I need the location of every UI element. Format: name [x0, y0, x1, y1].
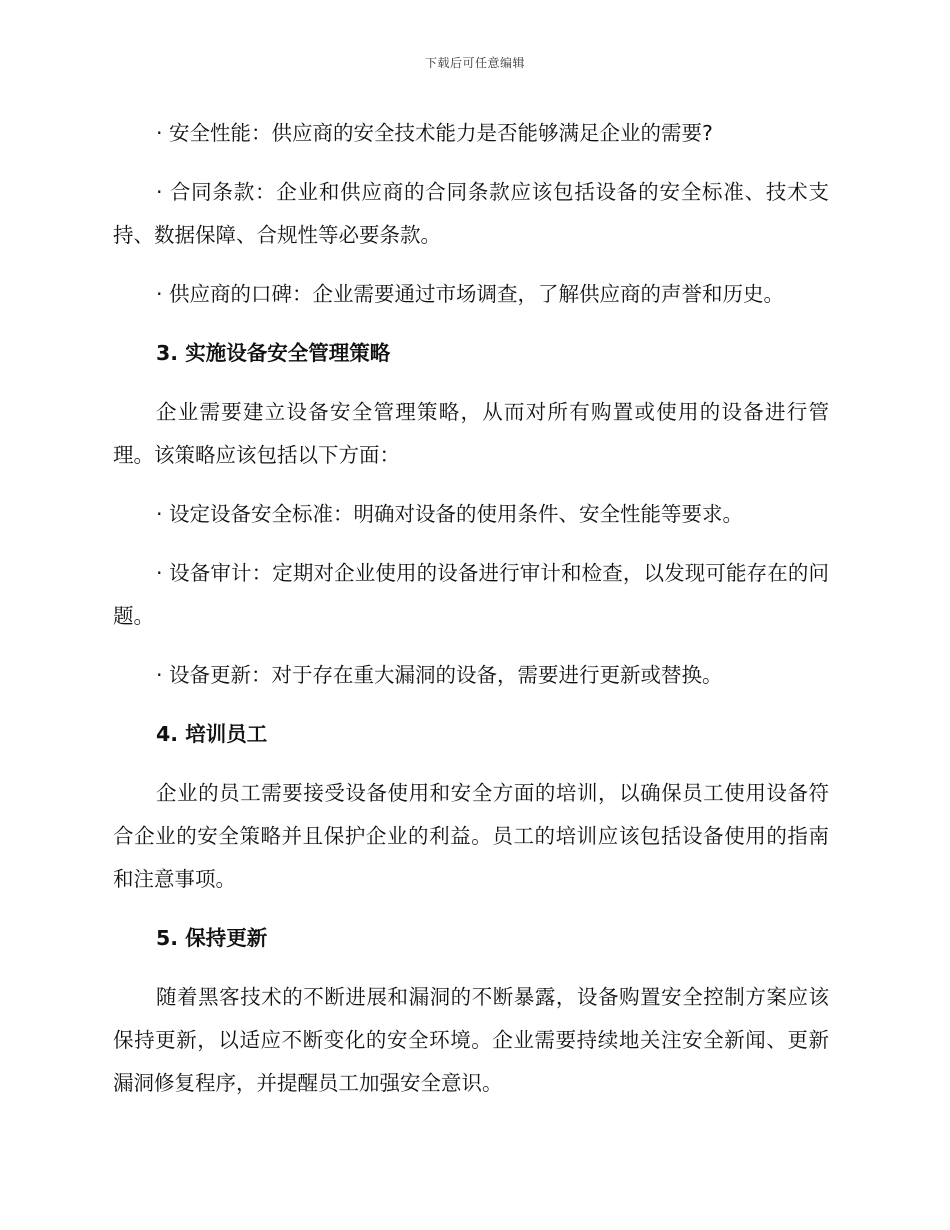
header-note: 下载后可任意编辑 [424, 56, 525, 70]
bullet-item: · 设备更新：对于存在重大漏洞的设备，需要进行更新或替换。 [156, 663, 723, 687]
bullet-item: · 供应商的口碑：企业需要通过市场调查，了解供应商的声誉和历史。 [156, 282, 785, 306]
section-heading: 5. 保持更新 [156, 926, 268, 950]
paragraph: 随着黑客技术的不断进展和漏洞的不断暴露，设备购置安全控制方案应该保持更新，以适应不断变化的安全环境。企业需要持续地关注安全新闻、更新漏洞修复程序，并提醒员工加强安全意识。 [113, 985, 829, 1095]
bullet-item: · 安全性能：供应商的安全技术能力是否能够满足企业的需要? [156, 121, 713, 145]
paragraph: 企业需要建立设备安全管理策略，从而对所有购置或使用的设备进行管理。该策略应该包括以下方面： [113, 400, 829, 467]
bullet-item: · 合同条款：企业和供应商的合同条款应该包括设备的安全标准、技术支持、数据保障、合规性等必要条款。 [113, 180, 829, 247]
bullet-item: · 设定设备安全标准：明确对设备的使用条件、安全性能等要求。 [156, 502, 744, 526]
bullet-item: · 设备审计：定期对企业使用的设备进行审计和检查，以发现可能存在的问题。 [113, 561, 829, 628]
section-heading: 3. 实施设备安全管理策略 [156, 341, 391, 365]
paragraph: 企业的员工需要接受设备使用和安全方面的培训，以确保员工使用设备符合企业的安全策略并且保护企业的利益。员工的培训应该包括设备使用的指南和注意事项。 [113, 781, 829, 891]
document-body [113, 112, 829, 1121]
section-heading: 4. 培训员工 [156, 722, 268, 746]
